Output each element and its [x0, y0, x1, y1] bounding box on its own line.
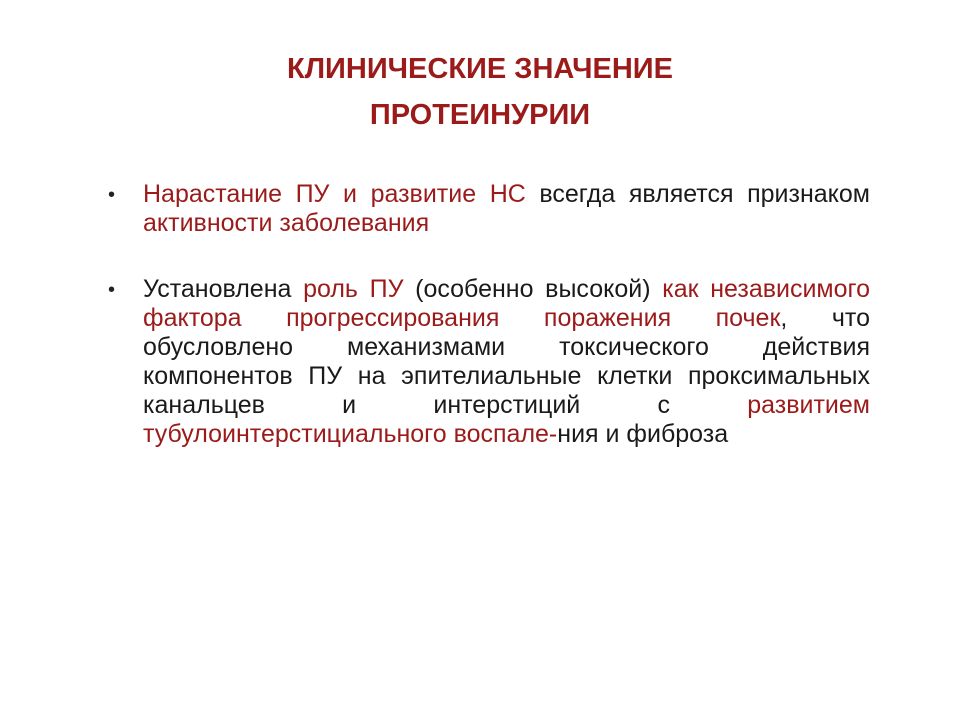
text-segment: всегда является признаком: [525, 180, 870, 208]
slide-title-line-2: ПРОТЕИНУРИИ: [369, 99, 591, 131]
text-segment: развитием тубулоинтерстициального воспале-: [143, 391, 870, 448]
slide-title: [200, 46, 760, 138]
bullet-text: [143, 180, 870, 238]
bullet-list: [104, 180, 870, 486]
slide-title-line-1: КЛИНИЧЕСКИЕ ЗНАЧЕНИЕ: [287, 53, 673, 85]
text-segment: роль ПУ: [303, 275, 404, 303]
bullet-dot-icon: •: [108, 184, 116, 206]
bullet-item: [104, 275, 870, 449]
bullet-item: [104, 180, 870, 238]
text-segment: активности заболевания: [143, 209, 430, 237]
bullet-dot-icon: •: [108, 279, 116, 301]
bullet-text: [143, 275, 870, 449]
text-segment: как независимого фактора прогрессирования поражения почек: [143, 275, 871, 332]
text-segment: Установлена: [143, 275, 304, 303]
text-segment: , что обусловлено механизмами токсического действия компонентов ПУ на эпителиальные клетки проксимальных канальцев и интерстиций с: [143, 304, 870, 419]
text-segment: Нарастание ПУ и развитие НС: [143, 180, 526, 208]
text-segment: ния и фиброза: [557, 420, 729, 448]
text-segment: (особенно высокой): [403, 275, 663, 303]
